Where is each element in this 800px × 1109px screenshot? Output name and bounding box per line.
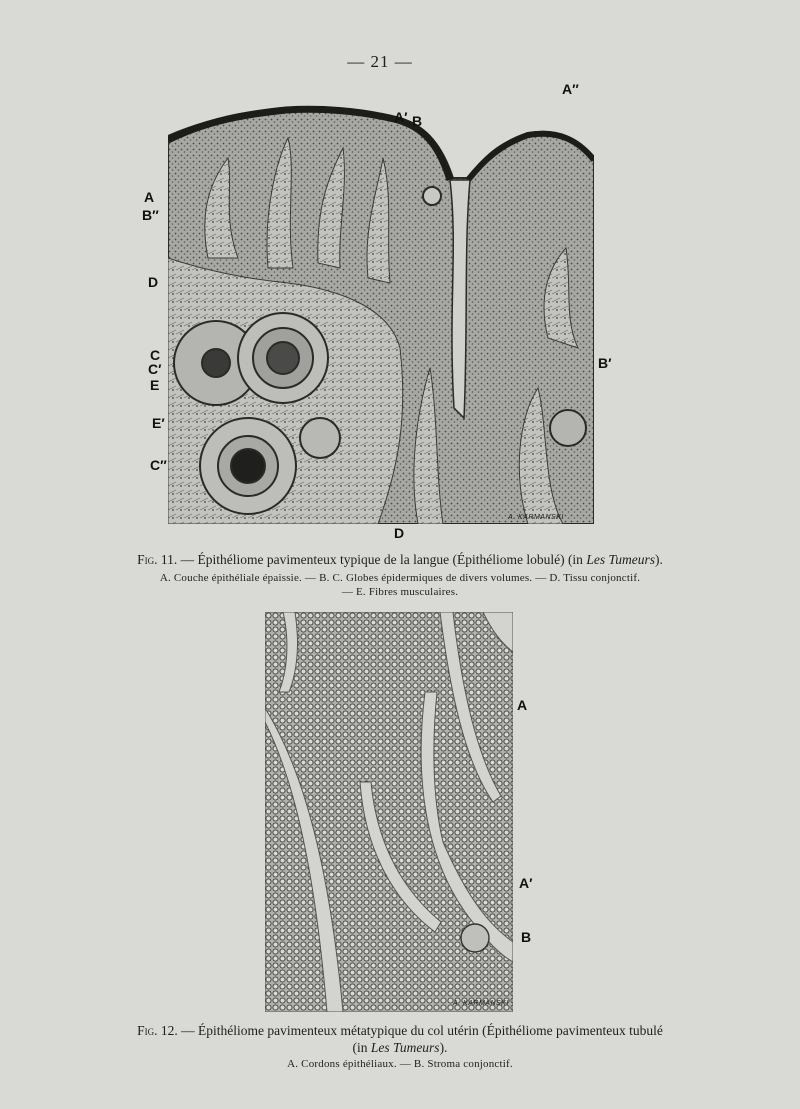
figure-12-illustration — [265, 612, 533, 1012]
fig11-label-D-top: D — [148, 274, 159, 290]
fig12-label-A-prime: A′ — [519, 875, 533, 891]
fig11-label-E-prime: E′ — [152, 415, 165, 431]
fig12-caption-pre: (in — [352, 1040, 371, 1055]
fig11-label-A: A — [144, 189, 155, 205]
fig11-caption-text: — Épithéliome pavimenteux typique de la langue (Épithéliome lobulé) (in — [180, 552, 587, 567]
figure-12-drawing — [265, 612, 513, 1012]
fig12-caption-title-line2 — [60, 1040, 740, 1057]
fig11-label-C-prime: C′ — [148, 361, 162, 377]
fig12-caption-title — [60, 1023, 740, 1040]
fig12-caption-text: — Épithéliome pavimenteux métatypique du col utérin (Épithéliome pavimenteux tubulé — [181, 1023, 663, 1038]
fig11-caption-source: Les Tumeurs — [586, 552, 655, 567]
fig11-label-C: C — [150, 347, 161, 363]
fig11-caption-number: Fig. 11. — [137, 552, 178, 567]
fig12-label-A: A — [517, 697, 528, 713]
fig11-label-B-prime: B′ — [598, 355, 612, 371]
fig12-legend: A. Cordons épithéliaux. — B. Stroma conjonctif. — [287, 1058, 513, 1070]
fig11-label-E: E — [150, 377, 160, 393]
fig11-legend-line1: A. Couche épithéliale épaissie. — B. C. Globes épidermiques de divers volumes. — D. Tissu conjonctif. — [159, 572, 641, 584]
fig11-legend-line2: — E. Fibres musculaires. — [341, 586, 459, 598]
fig11-label-B: B — [412, 113, 423, 129]
fig11-label-C-double-prime: C″ — [150, 457, 167, 473]
fig12-label-B: B — [521, 929, 532, 945]
fig11-label-A-double-prime: A″ — [562, 81, 579, 97]
fig12-caption-post: ). — [439, 1040, 448, 1055]
fig11-label-B-double-prime: B″ — [142, 207, 159, 223]
fig12-signature: A. KARMANSKI — [453, 1000, 509, 1007]
page-number: — 21 — — [347, 52, 413, 71]
fig11-caption-end: ). — [654, 552, 663, 567]
fig12-caption-source: Les Tumeurs — [370, 1040, 440, 1055]
fig12-caption-number: Fig. 12. — [137, 1023, 178, 1038]
fig11-signature: A. KARMANSKI — [508, 514, 564, 521]
fig11-label-D-bottom: D — [394, 525, 405, 541]
fig11-label-A-prime: A′ — [394, 109, 408, 125]
figure-11-drawing — [168, 88, 594, 524]
figure-11-illustration — [142, 81, 612, 541]
fig11-caption-title — [60, 552, 740, 569]
